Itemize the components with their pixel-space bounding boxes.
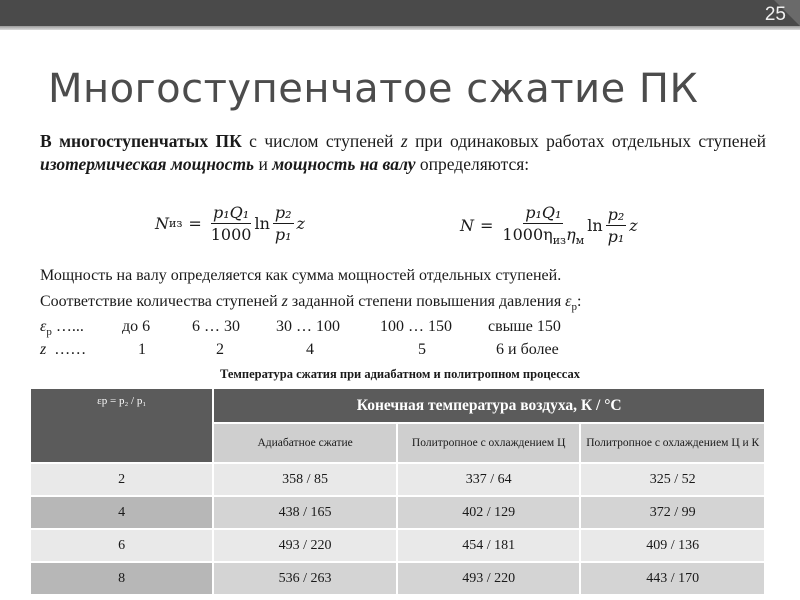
epsilon-symbol: ε (40, 318, 47, 335)
z-dots: …… (46, 341, 87, 358)
shaft-power-note: Мощность на валу определяется как сумма мощностей отдельных ступеней. (40, 267, 562, 284)
formula-symbol: N (155, 214, 169, 233)
formula-fraction (502, 203, 584, 247)
formula-denominator: p₁ (274, 225, 292, 244)
intro-isothermal-power: изотермическая мощность (40, 154, 255, 174)
intro-text: при одинаковых работах отдельных ступеней (407, 131, 766, 151)
formula-numerator: p₂ (607, 204, 625, 224)
table-cell: 493 / 220 (397, 562, 581, 595)
formula-numerator: p₁Q₁ (213, 203, 250, 222)
row-pressure-ratio: 6 (30, 529, 213, 562)
top-bar-divider (0, 26, 800, 30)
table-cell: 337 / 64 (397, 463, 581, 496)
stage-count: 2 (216, 341, 224, 358)
table-cell: 493 / 220 (213, 529, 397, 562)
z-symbol: z (40, 341, 47, 358)
stage-correspondence-line (40, 293, 581, 313)
stage-count: 5 (418, 341, 426, 358)
top-bar (0, 0, 800, 26)
formula-denominator: 1000 (210, 225, 252, 244)
intro-paragraph (40, 130, 766, 176)
subheader-polytropic-ck: Политропное с охлаждением Ц и К (580, 423, 765, 463)
header-final-temperature: Конечная температура воздуха, К / °С (213, 388, 765, 423)
formula-fraction (211, 203, 252, 244)
epsilon-range: 30 … 100 (276, 318, 340, 335)
formula-den-sub: из (552, 234, 567, 248)
formula-ln: ln (587, 215, 603, 235)
slide-title: Многоступенчатое сжатие ПК (48, 66, 699, 112)
table-cell: 409 / 136 (580, 529, 765, 562)
intro-text: определяются: (415, 154, 530, 174)
line-text: заданной степени повышения давления (287, 293, 566, 310)
epsilon-range: 6 … 30 (192, 318, 240, 335)
compression-temperature-table (29, 387, 766, 596)
table-cell: 438 / 165 (213, 496, 397, 529)
formula-equals: = (188, 214, 202, 233)
line-epsilon-sub: р (571, 301, 577, 314)
table-cell: 325 / 52 (580, 463, 765, 496)
epsilon-dots: …... (51, 318, 84, 335)
table-cell: 443 / 170 (580, 562, 765, 595)
formula-z: z (296, 214, 305, 233)
stage-count: 6 и более (496, 341, 559, 358)
formula-numerator: p₁Q₁ (525, 203, 562, 222)
formula-shaft-power (460, 203, 638, 247)
epsilon-sub: р (46, 326, 52, 339)
table-cell: 536 / 263 (213, 562, 397, 595)
table-cell: 402 / 129 (397, 496, 581, 529)
table-row (30, 496, 765, 529)
subheader-polytropic-c: Политропное с охлаждением Ц (397, 423, 581, 463)
line-text: : (576, 293, 582, 310)
formula-fraction (273, 203, 294, 244)
table-cell: 454 / 181 (397, 529, 581, 562)
formula-subscript: из (169, 217, 183, 230)
formula-fraction (606, 205, 627, 246)
stage-count: 4 (306, 341, 314, 358)
line-epsilon: ε (565, 293, 572, 310)
intro-z: z (400, 131, 408, 151)
table-row (30, 529, 765, 562)
formula-den-part: η (566, 225, 576, 244)
epsilon-range: свыше 150 (488, 318, 561, 335)
table-caption: Температура сжатия при адиабатном и политропном процессах (220, 367, 580, 381)
formula-den-sub: м (575, 234, 585, 248)
table-row (30, 562, 765, 595)
formula-denominator: p₁ (607, 226, 625, 246)
table-row (30, 463, 765, 496)
intro-text: с числом ступеней (241, 131, 401, 151)
row-pressure-ratio: 2 (30, 463, 213, 496)
formula-den-part: 1000η (502, 225, 553, 244)
line-text: Соответствие количества ступеней (40, 293, 282, 310)
slide-number: 25 (764, 4, 786, 25)
formula-symbol: N (460, 215, 474, 235)
intro-shaft-power: мощность на валу (272, 154, 416, 174)
formula-ln: ln (254, 214, 270, 233)
line-z: z (281, 293, 288, 310)
row-pressure-ratio: 8 (30, 562, 213, 595)
formula-equals: = (480, 215, 494, 235)
epsilon-label (40, 318, 84, 338)
header-pressure-ratio: εр = р₂ / р₁ (30, 388, 213, 463)
subheader-adiabatic: Адиабатное сжатие (213, 423, 397, 463)
intro-text: и (254, 154, 273, 174)
formula-numerator: p₂ (274, 203, 292, 222)
formula-denominator (502, 224, 584, 247)
table-cell: 358 / 85 (213, 463, 397, 496)
formula-z: z (629, 215, 638, 235)
intro-bold-lead: В многоступенчатых ПК (40, 131, 242, 151)
formula-isothermal-power (155, 203, 305, 244)
stage-count: 1 (138, 341, 146, 358)
epsilon-range: 100 … 150 (380, 318, 452, 335)
table-cell: 372 / 99 (580, 496, 765, 529)
row-pressure-ratio: 4 (30, 496, 213, 529)
z-label (40, 341, 86, 359)
epsilon-range: до 6 (122, 318, 151, 335)
